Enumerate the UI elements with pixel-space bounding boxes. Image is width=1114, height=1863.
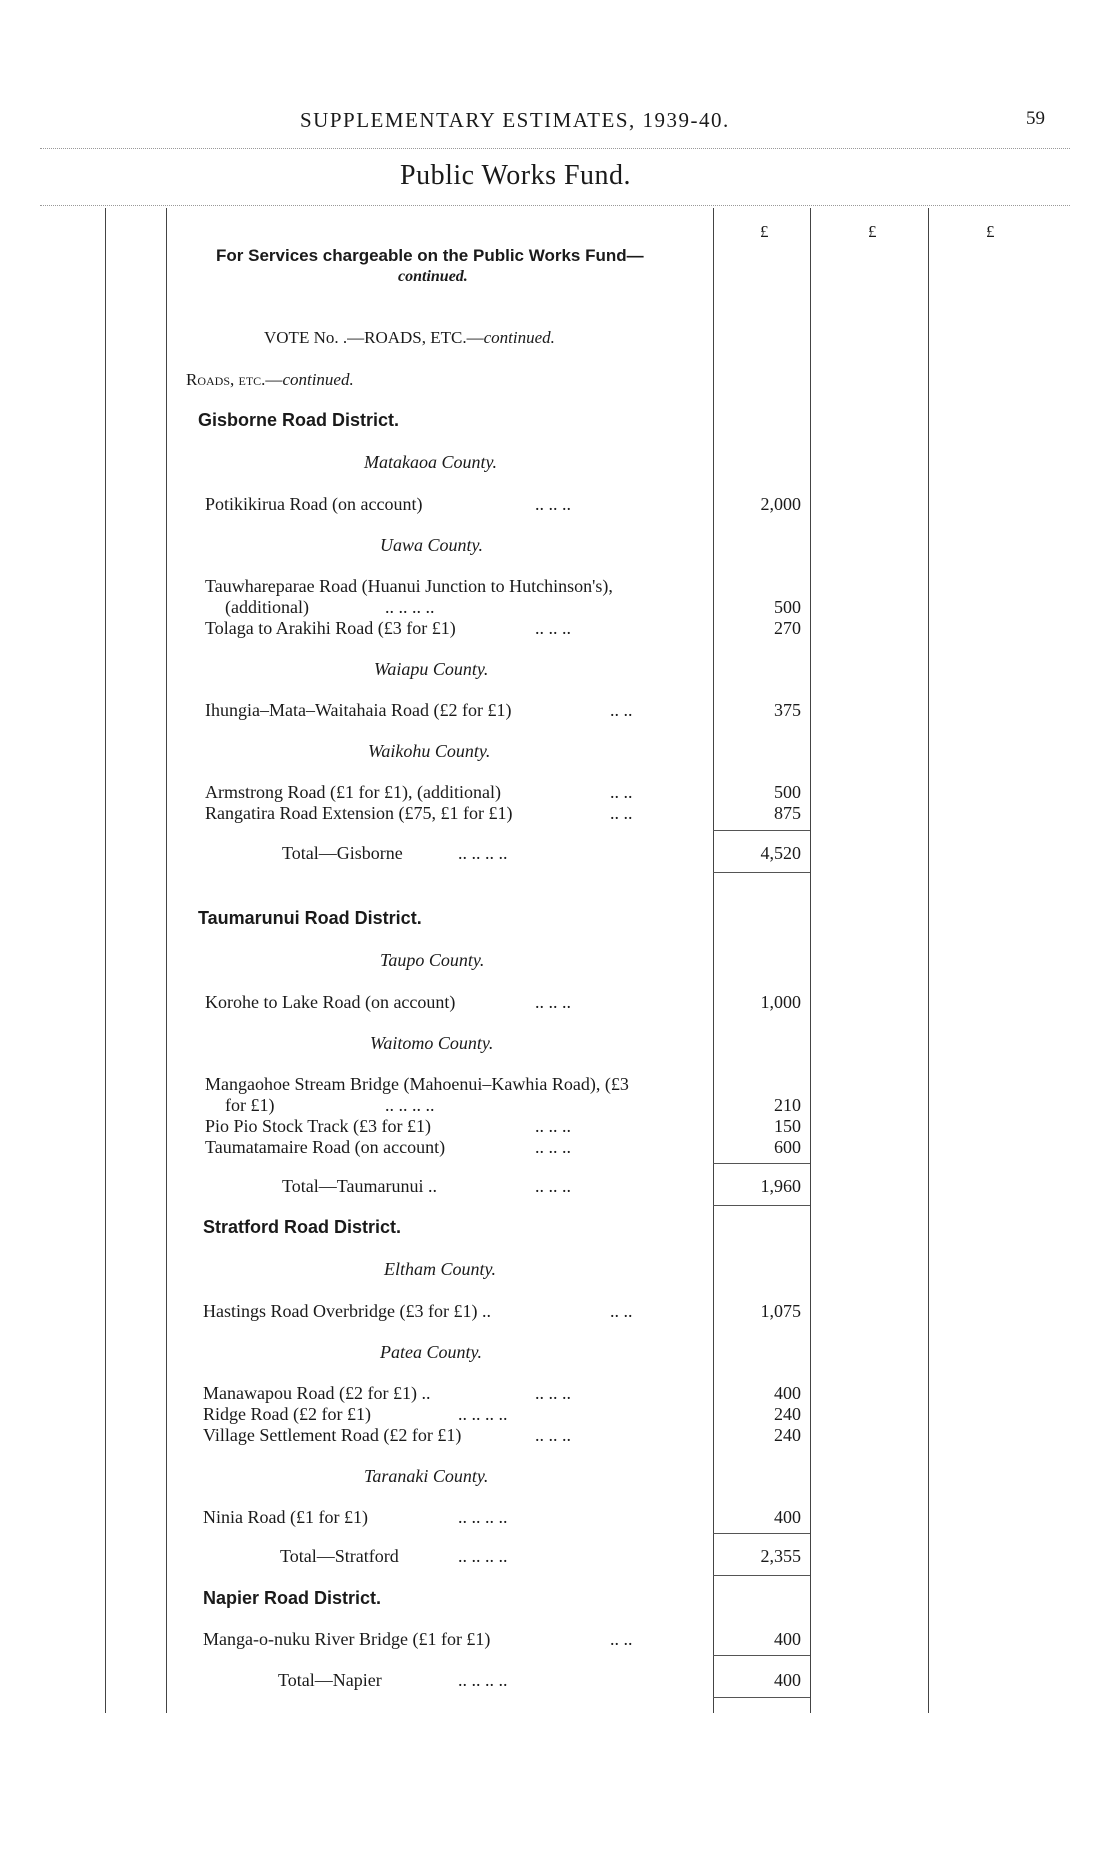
district-napier: Napier Road District. [203,1588,382,1608]
item-amount: 375 [774,700,801,720]
leader-dots: .. .. [610,700,633,720]
amount-column-right-rule [810,208,811,1713]
total-label: Total—Napier [278,1670,382,1690]
total-label: Total—Stratford [280,1546,399,1566]
district-gisborne: Gisborne Road District. [198,410,400,430]
item-label: Rangatira Road Extension (£75, £1 for £1) [205,803,513,823]
county-eltham: Eltham County. [384,1259,496,1279]
total-label: Total—Taumarunui .. [282,1176,437,1196]
currency-header-2: £ [868,222,877,241]
table-top-rule [40,205,1070,206]
leader-dots: .. .. .. [535,1383,571,1403]
leader-dots: .. .. .. .. [385,597,435,617]
leader-dots: .. .. .. .. [458,843,508,863]
description-column-rule [166,208,167,1713]
item-label: Pio Pio Stock Track (£3 for £1) [205,1116,432,1136]
running-title: SUPPLEMENTARY ESTIMATES, 1939-40. [300,108,730,132]
subhead [186,370,354,390]
district-taumarunui: Taumarunui Road District. [198,908,422,928]
item-amount: 500 [774,782,801,802]
item-label: Potikikirua Road (on account) [205,494,423,514]
leader-dots: .. .. .. [535,992,571,1012]
vote-heading-continued: continued. [483,328,555,347]
currency-header-1: £ [760,222,769,241]
total-label: Total—Gisborne [282,843,403,863]
item-label: Village Settlement Road (£2 for £1) [203,1425,462,1445]
county-taranaki: Taranaki County. [364,1466,489,1486]
item-label: Manga-o-nuku River Bridge (£1 for £1) [203,1629,491,1649]
leader-dots: .. .. .. [535,1425,571,1445]
item-label: Tauwhareparae Road (Huanui Junction to Hutchinson's), [205,576,613,596]
item-amount: 400 [774,1507,801,1527]
total-rule-bottom [713,1697,810,1698]
item-amount: 210 [774,1095,801,1115]
item-amount: 1,000 [760,992,801,1012]
item-label: Mangaohoe Stream Bridge (Mahoenui–Kawhia Road), (£3 [205,1074,629,1094]
item-label: Tolaga to Arakihi Road (£3 for £1) [205,618,456,638]
leader-dots: .. .. .. .. [385,1095,435,1115]
total-rule-bottom [713,872,810,873]
county-waikohu: Waikohu County. [368,741,491,761]
county-matakaoa: Matakaoa County. [364,452,497,472]
district-total: 400 [774,1670,801,1690]
total-rule-top [713,830,810,831]
section-title-continued: continued. [398,268,468,285]
vote-heading-main: VOTE No. .—ROADS, ETC.— [264,328,484,347]
item-label: Taumatamaire Road (on account) [205,1137,446,1157]
total-rule-bottom [713,1205,810,1206]
leader-dots: .. .. [610,1301,633,1321]
item-label: Ridge Road (£2 for £1) [203,1404,371,1424]
item-amount: 240 [774,1425,801,1445]
leader-dots: .. .. .. [535,494,571,514]
item-amount: 875 [774,803,801,823]
item-label: Ihungia–Mata–Waitahaia Road (£2 for £1) [205,700,512,720]
leader-dots: .. .. [610,782,633,802]
leader-dots: .. .. [610,803,633,823]
currency-header-3: £ [986,222,995,241]
district-total: 2,355 [760,1546,801,1566]
county-taupo: Taupo County. [380,950,485,970]
leader-dots: .. .. .. .. [458,1546,508,1566]
item-amount: 150 [774,1116,801,1136]
item-label: Hastings Road Overbridge (£3 for £1) .. [203,1301,491,1321]
total-rule-top [713,1163,810,1164]
district-stratford: Stratford Road District. [203,1217,402,1237]
district-total: 4,520 [760,843,801,863]
item-amount: 500 [774,597,801,617]
item-label: Armstrong Road (£1 for £1), (additional) [205,782,501,802]
leader-dots: .. .. .. [535,1116,571,1136]
leader-dots: .. .. .. [535,1137,571,1157]
item-label: Manawapou Road (£2 for £1) .. [203,1383,431,1403]
leader-dots: .. .. .. [535,618,571,638]
item-amount: 2,000 [760,494,801,514]
item-amount: 270 [774,618,801,638]
leader-dots: .. .. .. .. [458,1507,508,1527]
total-rule-top [713,1533,810,1534]
county-waitomo: Waitomo County. [370,1033,494,1053]
item-amount: 400 [774,1629,801,1649]
county-uawa: Uawa County. [380,535,484,555]
fund-title: Public Works Fund. [400,160,632,191]
header-rule [40,148,1070,149]
subhead-continued: continued. [282,370,354,389]
left-margin-rule [105,208,106,1713]
item-amount: 1,075 [760,1301,801,1321]
item-amount: 400 [774,1383,801,1403]
district-total: 1,960 [760,1176,801,1196]
item-label: Ninia Road (£1 for £1) [203,1507,368,1527]
item-label-continued: (additional) [225,597,309,617]
item-amount: 240 [774,1404,801,1424]
item-amount: 600 [774,1137,801,1157]
vote-heading [264,328,555,348]
second-column-right-rule [928,208,929,1713]
leader-dots: .. .. .. [535,1176,571,1196]
item-label-continued: for £1) [225,1095,275,1115]
section-title: For Services chargeable on the Public Works Fund— [216,246,644,265]
subhead-main: Roads, etc.— [186,370,283,389]
county-patea: Patea County. [380,1342,482,1362]
leader-dots: .. .. .. .. [458,1670,508,1690]
leader-dots: .. .. [610,1629,633,1649]
total-rule-top [713,1655,810,1656]
total-rule-bottom [713,1575,810,1576]
page-number: 59 [1026,108,1045,129]
amount-column-left-rule [713,208,714,1713]
leader-dots: .. .. .. .. [458,1404,508,1424]
county-waiapu: Waiapu County. [374,659,489,679]
item-label: Korohe to Lake Road (on account) [205,992,456,1012]
